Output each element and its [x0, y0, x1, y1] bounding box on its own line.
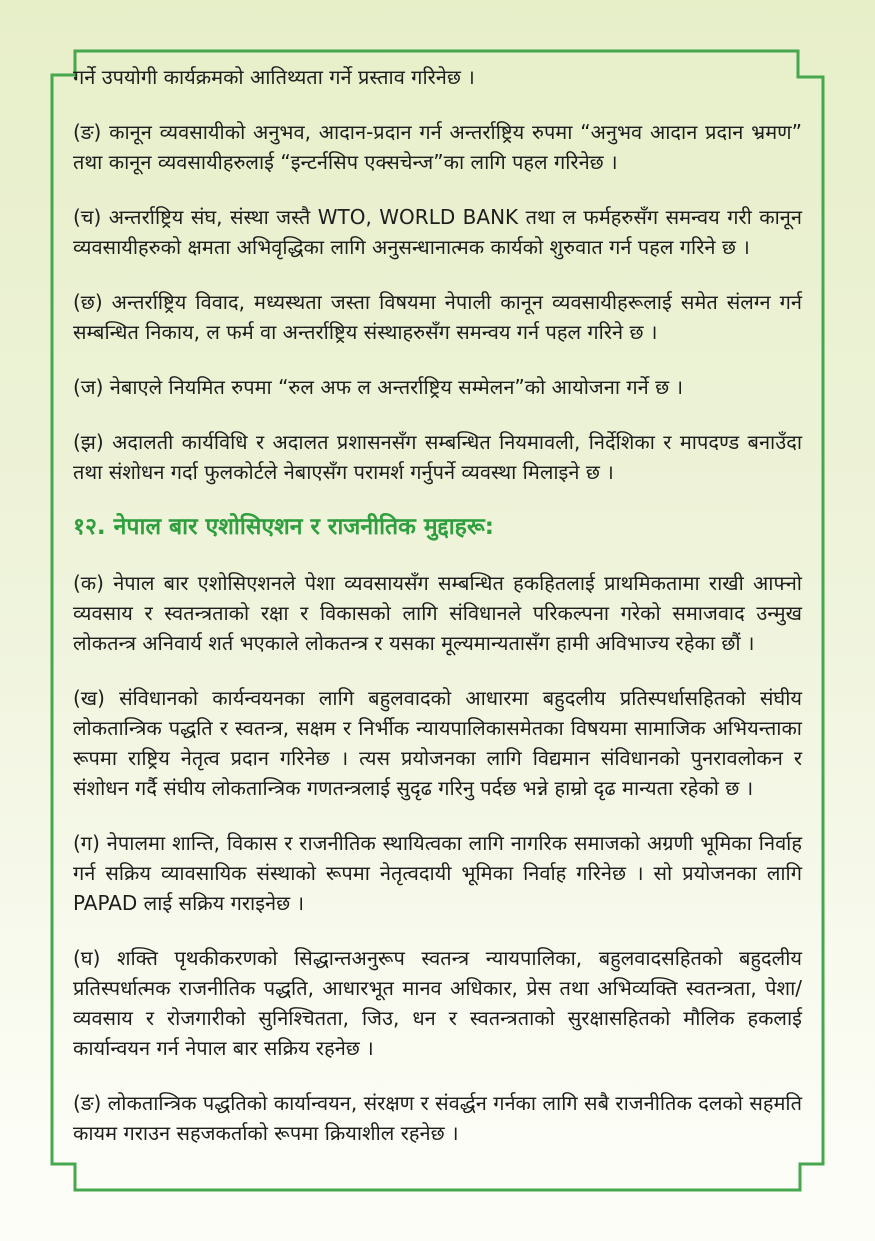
continuation-paragraph: गर्ने उपयोगी कार्यक्रमको आतिथ्यता गर्ने प्रस्ताव गरिनेछ । — [73, 65, 475, 89]
clause-paragraph-ja: (ज) नेबाएले नियमित रुपमा “रुल अफ ल अन्तर्राष्ट्रिय सम्मेलन”को आयोजना गर्ने छ । — [73, 375, 684, 399]
clause-paragraph-ga: (ग) नेपालमा शान्ति, विकास र राजनीतिक स्थायित्वका लागि नागरिक समाजको अग्रणी भूमिका निर्वाह गर्न सक्रिय व्यावसायिक संस्थाको रूपमा नेतृत्वदायी भूमिका निर्वाह गरिनेछ । सो प्रयोजनका लागि PAPAD लाई सक्रिय गराइनेछ । — [73, 831, 802, 915]
clause-paragraph-chha: (छ) अन्तर्राष्ट्रिय विवाद, मध्यस्थता जस्ता विषयमा नेपाली कानून व्यवसायीहरूलाई समेत संलग्न गर्न सम्बन्धित निकाय, ल फर्म वा अन्तर्राष्ट्रिय संस्थाहरुसँग समन्वय गर्न पहल गरिने छ । — [73, 290, 802, 344]
clause-paragraph-kha: (ख) संविधानको कार्यन्वयनका लागि बहुलवादको आधारमा बहुदलीय प्रतिस्पर्धासहितको संघीय लोकतान्त्रिक पद्धति र स्वतन्त्र, सक्षम र निर्भीक न्यायपालिकासमेतका विषयमा सामाजिक अभियन्ताका रूपमा राष्ट्रिय नेतृत्व प्रदान गरिनेछ । त्यस प्रयोजनका लागि विद्यमान संविधानको पुनरावलोकन र संशोधन गर्दै संघीय लोकतान्त्रिक गणतन्त्रलाई सुदृढ गरिनु पर्दछ भन्ने हाम्रो दृढ मान्यता रहेको छ । — [73, 686, 802, 800]
section-heading: १२. नेपाल बार एशोसिएशन र राजनीतिक मुद्दाहरू: — [73, 514, 494, 540]
clause-paragraph-gha: (घ) शक्ति पृथकीकरणको सिद्धान्तअनुरूप स्वतन्त्र न्यायपालिका, बहुलवादसहितको बहुदलीय प्रतिस्पर्धात्मक राजनीतिक पद्धति, आधारभूत मानव अधिकार, प्रेस तथा अभिव्यक्ति स्वतन्त्रता, पेशा/व्यवसाय र रोजगारीको सुनिश्चितता, जिउ, धन र स्वतन्त्रताको सुरक्षासहितको मौलिक हकलाई कार्यान्वयन गर्न नेपाल बार सक्रिय रहनेछ । — [73, 946, 802, 1060]
clause-paragraph-nga: (ङ) कानून व्यवसायीको अनुभव, आदान-प्रदान गर्न अन्तर्राष्ट्रिय रुपमा “अनुभव आदान प्रदान भ्रमण” तथा कानून व्यवसायीहरुलाई “इन्टर्नसिप एक्सचेन्ज”का लागि पहल गरिनेछ । — [73, 120, 802, 174]
clause-paragraph-cha: (च) अन्तर्राष्ट्रिय संघ, संस्था जस्तै WTO, WORLD BANK तथा ल फर्महरुसँग समन्वय गरी कानून व्यवसायीहरुको क्षमता अभिवृद्धिका लागि अनुसन्धानात्मक कार्यको शुरुवात गर्न पहल गरिने छ । — [73, 205, 802, 259]
clause-paragraph-ka: (क) नेपाल बार एशोसिएशनले पेशा व्यवसायसँग सम्बन्धित हकहितलाई प्राथमिकतामा राखी आफ्नो व्यवसाय र स्वतन्त्रताको रक्षा र विकासको लागि संविधानले परिकल्पना गरेको समाजवाद उन्मुख लोकतन्त्र अनिवार्य शर्त भएकाले लोकतन्त्र र यसका मूल्यमान्यतासँग हामी अविभाज्य रहेका छौं । — [73, 571, 802, 655]
clause-paragraph-nga2: (ङ) लोकतान्त्रिक पद्धतिको कार्यान्वयन, संरक्षण र संवर्द्धन गर्नका लागि सबै राजनीतिक दलको सहमति कायम गराउन सहजकर्ताको रूपमा क्रियाशील रहनेछ । — [73, 1091, 802, 1145]
clause-paragraph-jha: (झ) अदालती कार्यविधि र अदालत प्रशासनसँग सम्बन्धित नियमावली, निर्देशिका र मापदण्ड बनाउँदा तथा संशोधन गर्दा फुलकोर्टले नेबाएसँग परामर्श गर्नुपर्ने व्यवस्था मिलाइने छ । — [73, 430, 802, 484]
document-body — [73, 62, 802, 1148]
